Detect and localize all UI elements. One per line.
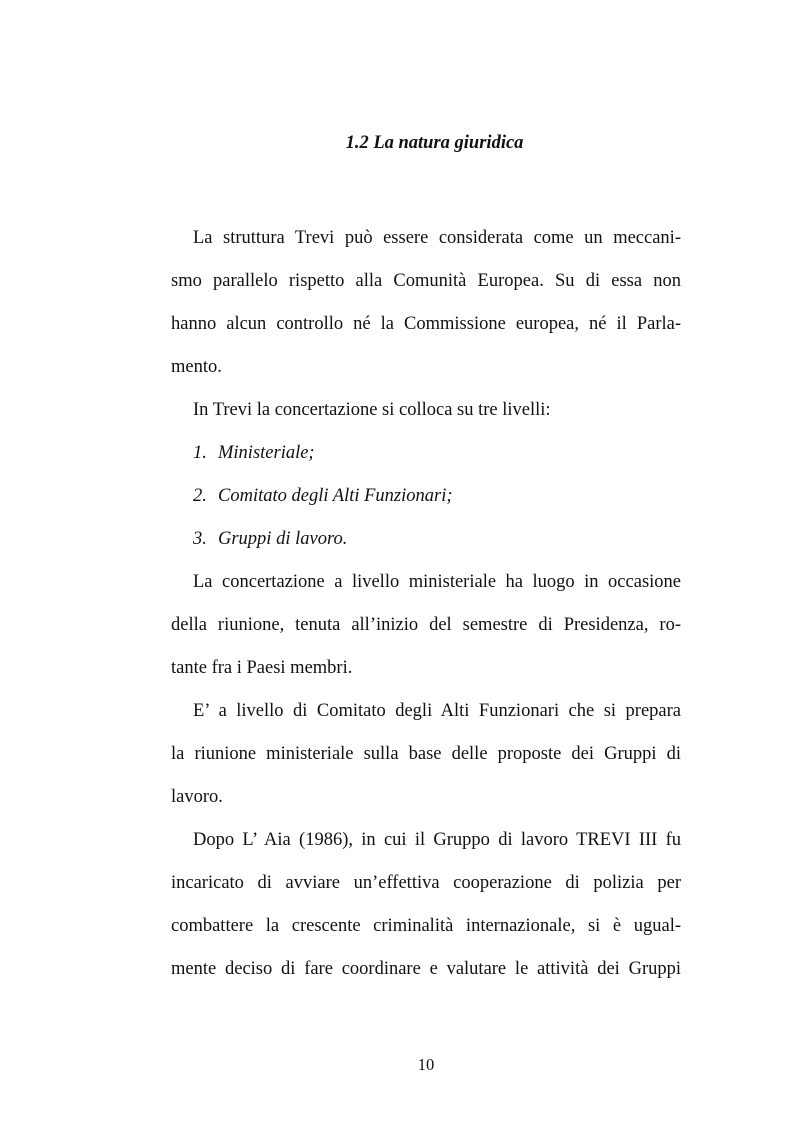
list-item-number: 3.: [193, 529, 207, 549]
paragraph-4-line-2: la riunione ministeriale sulla base delle proposte dei Gruppi di: [171, 744, 681, 764]
paragraph-1-line-4: mento.: [171, 357, 222, 377]
paragraph-5-line-2: incaricato di avviare un’effettiva cooperazione di polizia per: [171, 873, 681, 893]
paragraph-5-line-3: combattere la crescente criminalità internazionale, si è ugual-: [171, 916, 681, 936]
list-item-text: Ministeriale;: [218, 443, 315, 463]
body-text: [171, 217, 681, 991]
paragraph-5-line-1: Dopo L’ Aia (1986), in cui il Gruppo di lavoro TREVI III fu: [193, 830, 681, 850]
paragraph-1-line-3: hanno alcun controllo né la Commissione europea, né il Parla-: [171, 314, 681, 334]
list-item-text: Gruppi di lavoro.: [218, 529, 348, 549]
paragraph-4-line-3: lavoro.: [171, 787, 223, 807]
page-number: 10: [417, 1055, 435, 1074]
paragraph-3-line-1: La concertazione a livello ministeriale ha luogo in occasione: [193, 572, 681, 592]
section-heading: 1.2 La natura giuridica: [345, 133, 524, 153]
list-item: [171, 432, 681, 475]
paragraph-5-line-4: mente deciso di fare coordinare e valutare le attività dei Gruppi: [171, 959, 681, 979]
paragraph-3-line-2: della riunione, tenuta all’inizio del semestre di Presidenza, ro-: [171, 615, 681, 635]
paragraph-4-line-1: E’ a livello di Comitato degli Alti Funzionari che si prepara: [193, 701, 681, 721]
list-item-number: 1.: [193, 443, 207, 463]
paragraph-1-line-1: La struttura Trevi può essere considerata come un meccani-: [193, 228, 681, 248]
paragraph-1-line-2: smo parallelo rispetto alla Comunità Europea. Su di essa non: [171, 271, 681, 291]
list-item-number: 2.: [193, 486, 207, 506]
list-item-text: Comitato degli Alti Funzionari;: [218, 486, 453, 506]
list-item: [171, 518, 681, 561]
paragraph-3-line-3: tante fra i Paesi membri.: [171, 658, 353, 678]
list-item: [171, 475, 681, 518]
paragraph-2-line-1: In Trevi la concertazione si colloca su tre livelli:: [193, 400, 551, 420]
